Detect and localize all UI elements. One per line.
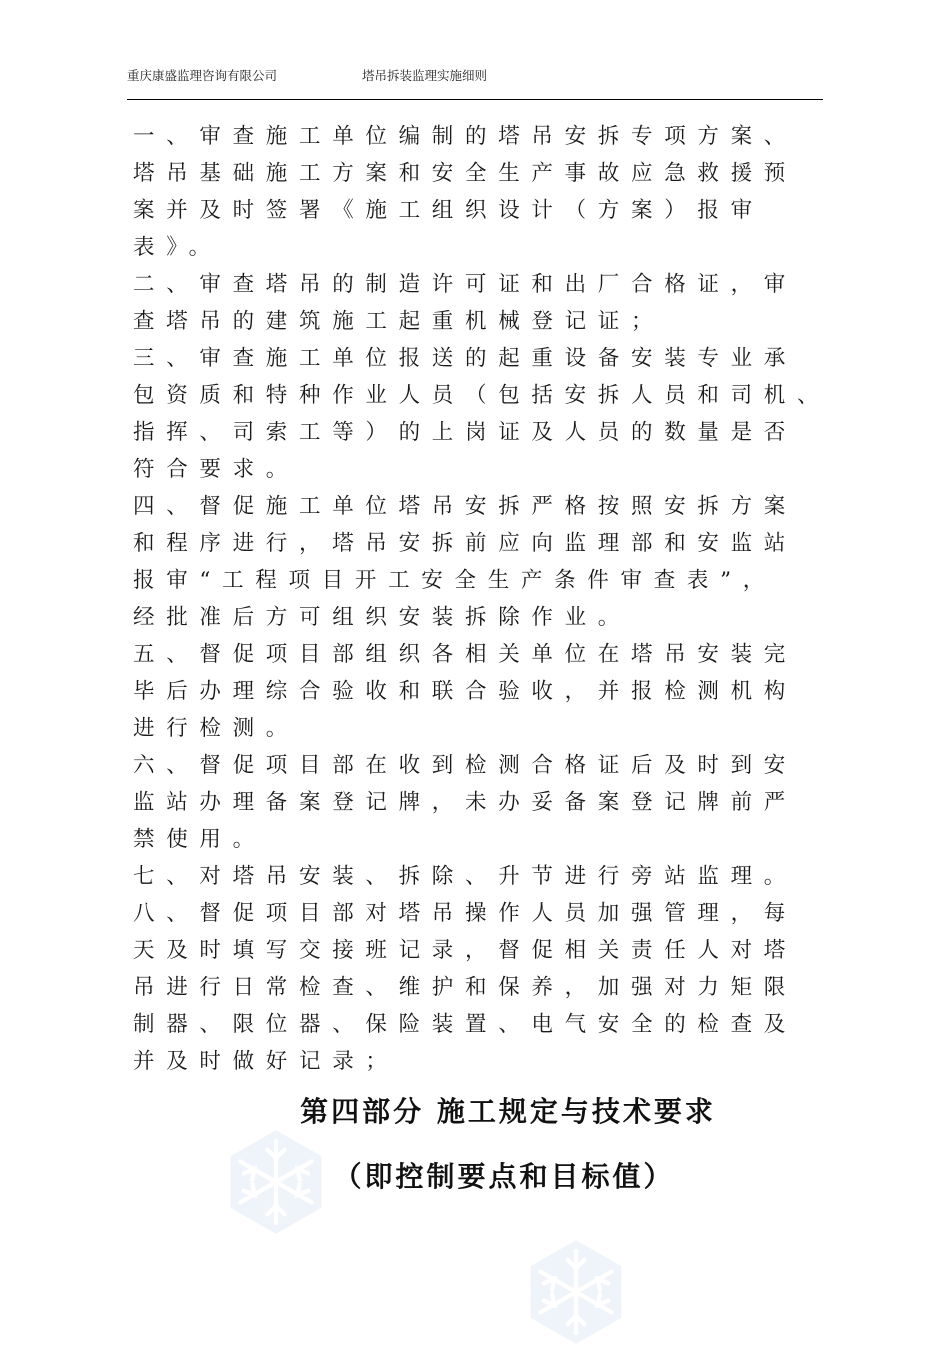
body-line: 符合要求。 — [133, 457, 300, 482]
body-line: 一、审查施工单位编制的塔吊安拆专项方案、 — [133, 124, 798, 149]
body-line: 经批准后方可组织安装拆除作业。 — [133, 605, 632, 630]
body-line: 指挥、司索工等）的上岗证及人员的数量是否 — [133, 420, 798, 445]
body-line: 毕后办理综合验收和联合验收，并报检测机构 — [133, 679, 798, 704]
body-line: 监站办理备案登记牌，未办妥备案登记牌前严 — [133, 790, 798, 815]
body-line: 查塔吊的建筑施工起重机械登记证； — [133, 309, 665, 334]
header-document-title: 塔吊拆装监理实施细则 — [362, 68, 488, 83]
body-line: 二、审查塔吊的制造许可证和出厂合格证，审 — [133, 272, 798, 297]
body-line: 塔吊基础施工方案和安全生产事故应急救援预 — [133, 161, 798, 186]
body-line: 报审“工程项目开工安全生产条件审查表”， — [133, 568, 776, 593]
body-line: 表》。 — [133, 235, 222, 260]
body-line: 制器、限位器、保险装置、电气安全的检查及 — [133, 1012, 798, 1037]
body-line: 禁使用。 — [133, 827, 266, 852]
section-subtitle: （即控制要点和目标值） — [333, 1160, 675, 1193]
body-line: 四、督促施工单位塔吊安拆严格按照安拆方案 — [133, 494, 798, 519]
body-line: 六、督促项目部在收到检测合格证后及时到安 — [133, 753, 798, 778]
body-line: 并及时做好记录； — [133, 1049, 399, 1074]
body-line: 八、督促项目部对塔吊操作人员加强管理，每 — [133, 901, 798, 926]
header-divider — [127, 99, 823, 100]
document-body — [133, 118, 833, 1080]
body-line: 案并及时签署《施工组织设计（方案）报审 — [133, 198, 764, 223]
body-line: 进行检测。 — [133, 716, 300, 741]
body-line: 吊进行日常检查、维护和保养，加强对力矩限 — [133, 975, 798, 1000]
body-line: 天及时填写交接班记录，督促相关责任人对塔 — [133, 938, 798, 963]
header-company-name: 重庆康盛监理咨询有限公司 — [127, 68, 278, 83]
section-title: 第四部分 施工规定与技术要求 — [300, 1095, 716, 1128]
body-line: 和程序进行，塔吊安拆前应向监理部和安监站 — [133, 531, 798, 556]
snowflake-logo-icon — [522, 1238, 630, 1346]
body-line: 五、督促项目部组织各相关单位在塔吊安装完 — [133, 642, 798, 667]
body-line: 三、审查施工单位报送的起重设备安装专业承 — [133, 346, 798, 371]
body-line: 包资质和特种作业人员（包括安拆人员和司机、 — [133, 383, 831, 408]
body-line: 七、对塔吊安装、拆除、升节进行旁站监理。 — [133, 864, 798, 889]
